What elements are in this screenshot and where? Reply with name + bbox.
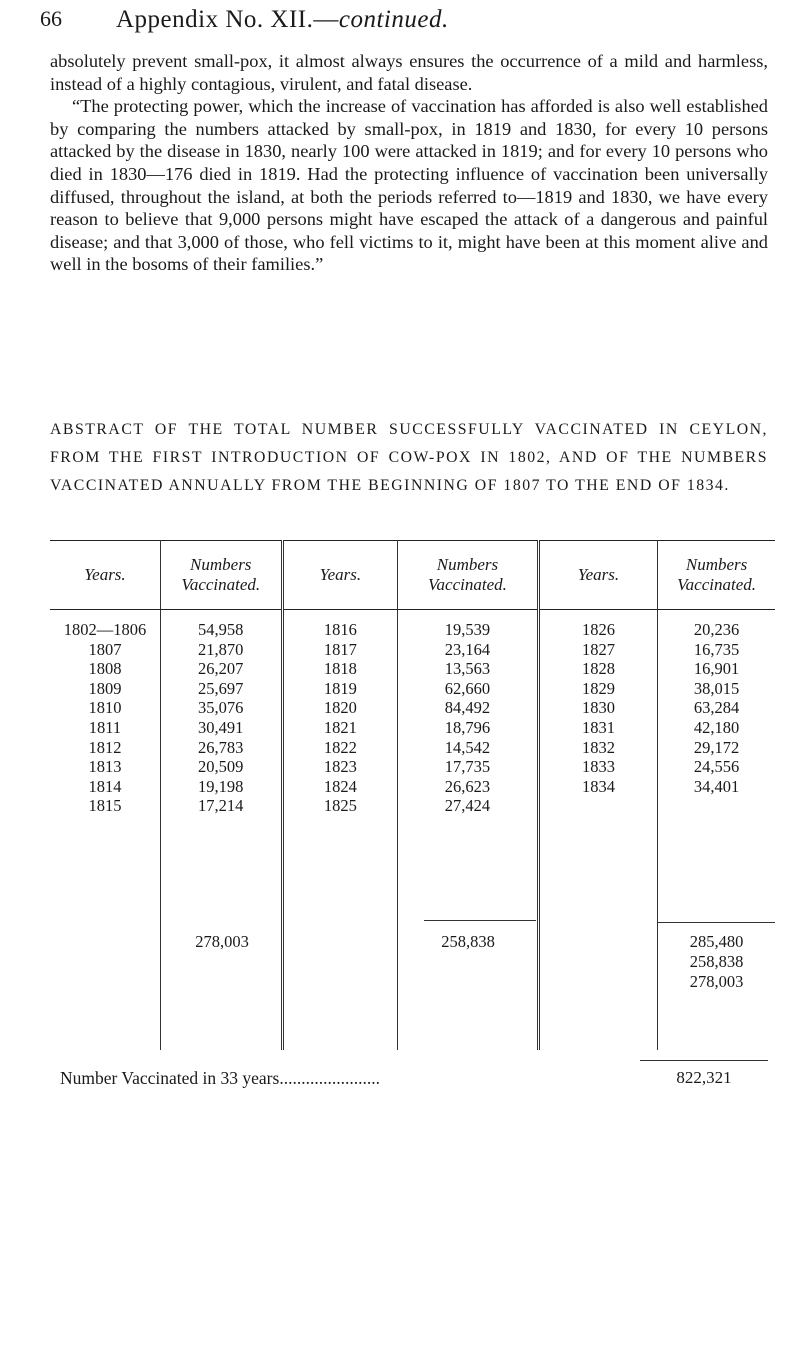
table-cell: 1834 (581, 776, 615, 796)
table-cell: 1808 (88, 659, 122, 679)
table-cell: 278,003 (689, 972, 744, 991)
table-cell: 1812 (88, 737, 122, 757)
header-years-3: Years. (538, 541, 657, 610)
table-cell: 1807 (88, 639, 122, 659)
final-total-label: Number Vaccinated in 33 years....................... (60, 1068, 380, 1088)
table-cell: 258,838 (689, 952, 744, 971)
table-cell: 54,958 (198, 620, 244, 639)
header-numbers-line1: Numbers (685, 555, 748, 574)
page-number: 66 (40, 6, 62, 31)
col3-years (538, 610, 657, 1050)
table-cell: 27,424 (444, 796, 491, 816)
table-cell: 63,284 (693, 698, 740, 718)
table-cell: 17,214 (198, 796, 244, 816)
table-cell: 1825 (323, 796, 357, 816)
table-cell: 1809 (88, 678, 122, 698)
table-cell: 13,563 (444, 659, 491, 679)
grand-total: 822,321 (676, 1068, 732, 1087)
table-cell: 35,076 (198, 698, 244, 718)
header-numbers-3 (658, 541, 775, 610)
table-cell: 17,735 (444, 757, 491, 777)
col1-values (160, 610, 282, 1050)
table-cell: 34,401 (693, 776, 740, 796)
total-col1: 278,003 (195, 932, 249, 951)
header-numbers-line1: Numbers (436, 555, 499, 574)
body-text (50, 50, 768, 276)
col2-values (398, 610, 538, 1050)
grand-total-rule (640, 1060, 768, 1061)
table-header-row (50, 541, 775, 610)
table-cell: 18,796 (444, 717, 491, 737)
table-cell: 1827 (581, 639, 615, 659)
table-cell: 42,180 (693, 717, 740, 737)
table-cell: 1823 (323, 757, 357, 777)
table-cell: 1814 (88, 776, 122, 796)
table-cell: 30,491 (198, 717, 244, 737)
table-cell: 25,697 (198, 678, 244, 698)
table-cell: 16,901 (693, 659, 740, 679)
table-cell: 1821 (323, 717, 357, 737)
running-head-main: Appendix No. XII.— (116, 6, 339, 33)
table-cell: 1832 (581, 737, 615, 757)
table-cell: 1819 (323, 678, 357, 698)
table-cell: 62,660 (444, 678, 491, 698)
paragraph-quote: “The protecting power, which the increase of vaccination has afforded is also well established by comparing the numbers attacked by small-pox, in 1819 and 1830, for every 10 persons attacked by the disease in 1830, nearly 100 were attacked in 1819; and for every 10 persons who died in 1830—176 died in 1819. Had the protecting influence of vaccination been universally diffused, throughout the island, at both the periods referred to—1819 and 1830, we have every reason to believe that 9,000 persons might have escaped the attack of a dangerous and painful disease; and that 3,000 of those, who fell victims to it, might have been at this moment alive and well in the bosoms of their families.” (50, 96, 768, 275)
table-cell: 24,556 (693, 757, 740, 777)
table-cell: 1830 (581, 698, 615, 718)
table-cell: 16,735 (693, 639, 740, 659)
header-numbers-2 (398, 541, 538, 610)
header-numbers-line2: Vaccinated. (181, 575, 261, 594)
table-cell: 20,509 (198, 757, 244, 777)
table-cell: 1816 (323, 620, 357, 639)
table-cell: 1818 (323, 659, 357, 679)
table-cell: 20,236 (693, 620, 740, 639)
table-cell: 23,164 (444, 639, 491, 659)
running-head (116, 6, 449, 34)
abstract-title: ABSTRACT OF THE TOTAL NUMBER SUCCESSFULLY VACCINATED IN CEYLON, FROM THE FIRST INTRODUCTION OF COW-POX IN 1802, AND OF THE NUMBERS VACCINATED ANNUALLY FROM THE BEGINNING OF 1807 TO THE END OF 1834. (50, 421, 768, 494)
table-cell: 1829 (581, 678, 615, 698)
table-cell: 29,172 (693, 737, 740, 757)
header-numbers-line2: Vaccinated. (428, 575, 507, 594)
table-cell: 21,870 (198, 639, 244, 659)
table-cell: 1824 (323, 776, 357, 796)
header-numbers-1 (160, 541, 282, 610)
table-cell: 26,783 (198, 737, 244, 757)
table-cell: 1831 (581, 717, 615, 737)
table-cell: 1826 (581, 620, 615, 639)
col1-years (50, 610, 160, 1050)
table-cell: 1822 (323, 737, 357, 757)
table-cell: 84,492 (444, 698, 491, 718)
table-cell: 285,480 (689, 932, 744, 951)
total-col3 (658, 932, 775, 992)
table-cell: 26,207 (198, 659, 244, 679)
header-years-1: Years. (50, 541, 160, 610)
table-cell: 1811 (88, 717, 122, 737)
total-col2: 258,838 (441, 932, 495, 951)
total-rule-col2 (424, 920, 536, 921)
table-cell: 1813 (88, 757, 122, 777)
table-cell: 1802—1806 (63, 620, 147, 639)
table-cell: 14,542 (444, 737, 491, 757)
table-cell: 1810 (88, 698, 122, 718)
table-cell: 1820 (323, 698, 357, 718)
total-rule-col3 (658, 922, 775, 923)
table-cell: 38,015 (693, 678, 740, 698)
paragraph-continuation: absolutely prevent small-pox, it almost always ensures the occurrence of a mild and harmless, instead of a highly contagious, virulent, and fatal disease. (50, 51, 768, 94)
table-cell: 1828 (581, 659, 615, 679)
table-cell: 1833 (581, 757, 615, 777)
vaccination-table (50, 540, 775, 1080)
running-head-continued: continued. (338, 6, 449, 33)
table-cell: 26,623 (444, 776, 491, 796)
table-cell: 1817 (323, 639, 357, 659)
header-numbers-line1: Numbers (190, 555, 252, 574)
header-numbers-line2: Vaccinated. (677, 575, 756, 594)
table-cell: 19,198 (198, 776, 244, 796)
table-cell: 19,539 (444, 620, 491, 639)
table-cell: 1815 (88, 796, 122, 816)
header-years-2: Years. (282, 541, 398, 610)
col2-years (282, 610, 398, 1050)
